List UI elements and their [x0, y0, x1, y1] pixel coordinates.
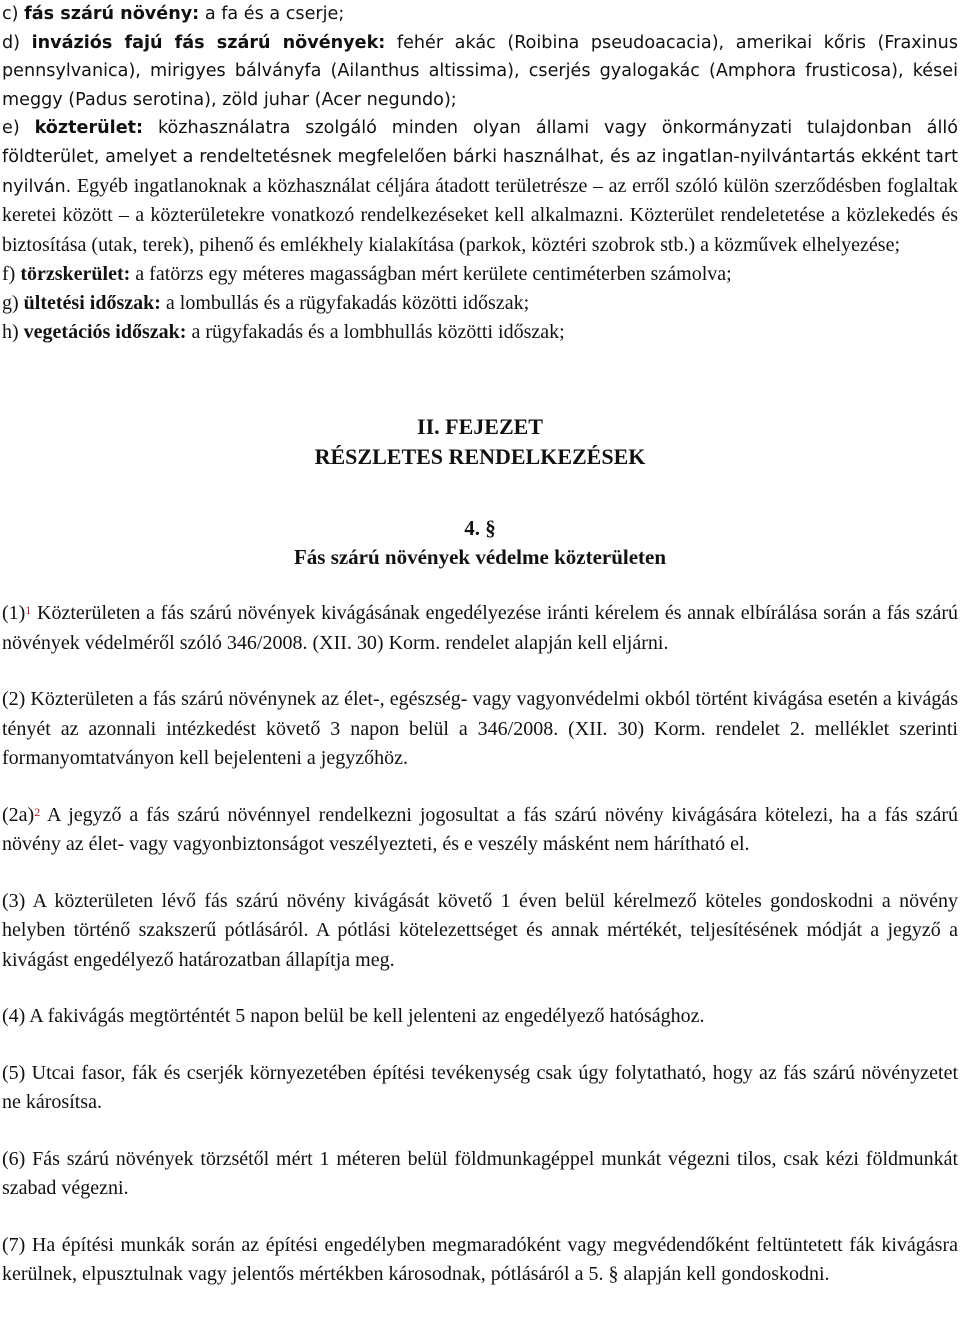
definition-term: vegetációs időszak: — [23, 320, 187, 343]
definitions-list — [2, 0, 958, 346]
paragraph-label: (1) — [2, 602, 26, 625]
paragraph-1 — [2, 599, 958, 658]
paragraph-text: Közterületen a fás szárú növénynek az élet-, egészség- vagy vagyonvédelmi okból történt kivágása esetén a kivágás tényét az azonnali intézkedést követő 3 napon belül a 346/2008. (XII. 30) Korm. rendelet 2. melléklet szerinti formanyomtatványon kell bejelenteni a jegyzőhöz. — [2, 688, 958, 770]
definition-label: c) — [2, 4, 19, 24]
definition-term: inváziós fajú fás szárú növények: — [31, 32, 386, 53]
definition-label: g) — [2, 291, 19, 314]
definition-text-continued: Egyéb ingatlanoknak a közhasználat céljára átadott területrésze – az erről szóló külön szerződésben foglaltak keretei között – a közterületekre vonatkozó rendelkezéseket kell alkalmazni. Közterület rendeletetése a közlekedés és biztosítása (utak, terek), pihenő és emlékhely kialakítása (parkok, köztéri szobrok stb.) a közművek elhelyezése; — [2, 174, 958, 256]
paragraph-text: Fás szárú növények törzsétől mért 1 méteren belül földmunkagéppel munkát végezni tilos, csak kézi földmunkát szabad végezni. — [2, 1147, 958, 1200]
paragraph-label: (4) — [2, 1005, 26, 1028]
paragraph-label: (2a) — [2, 803, 35, 826]
paragraph-text: A fakivágás megtörténtét 5 napon belül be kell jelenteni az engedélyező hatósághoz. — [25, 1005, 705, 1028]
definition-text: a fa és a cserje; — [199, 4, 345, 24]
definition-label: e) — [2, 118, 20, 139]
paragraph-text: Utcai fasor, fák és cserjék környezetében építési tevékenység csak úgy folytatható, hogy az fás szárú növényzetet ne károsítsa. — [2, 1061, 958, 1114]
definition-text: közhasználatra szolgáló minden olyan állami vagy önkormányzati tulajdonban álló földterület, amelyet a rendeltetésnek megfelelően bárki használhat, és az ingatlan-nyilvántartás ekként tart nyilván. — [2, 118, 958, 197]
paragraph-text: A jegyző a fás szárú növénnyel rendelkezni jogosultat a fás szárú növény kivágására kötelezi, ha a fás szárú növény az élet- vagy vagyonbiztonságot veszélyezteti, és e veszély másként nem hárítható el. — [2, 803, 958, 856]
paragraph-2 — [2, 685, 958, 774]
definition-term: ültetési időszak: — [23, 291, 161, 314]
definition-item-c — [2, 0, 958, 29]
paragraph-label: (7) — [2, 1233, 26, 1256]
definition-text: a lombullás és a rügyfakadás közötti időszak; — [160, 291, 530, 314]
definition-item-d — [2, 29, 958, 115]
chapter-heading — [2, 412, 958, 472]
paragraph-text: A közterületen lévő fás szárú növény kivágását követő 1 éven belül kérelmező köteles gondoskodni a növény helyben történő szakszerű pótlásáról. A pótlási kötelezettséget és annak mértékét, teljesítésének módját a jegyző a kivágást engedélyező határozatban állapítja meg. — [2, 889, 958, 971]
paragraph-7 — [2, 1231, 958, 1290]
paragraph-6 — [2, 1145, 958, 1204]
paragraph-4 — [2, 1002, 958, 1032]
definition-item-f — [2, 260, 958, 289]
paragraph-text: Ha építési munkák során az építési engedélyben megmaradóként vagy megvédendőként feltüntetett fák kivágásra kerülnek, elpusztulnak vagy jelentős mértékben károsodnak, pótlásáról a 5. § alapján kell gondoskodni. — [2, 1233, 958, 1286]
definition-term: törzskerület: — [20, 263, 131, 286]
paragraph-label: (2) — [2, 688, 26, 711]
footnote-ref[interactable]: 1 — [25, 603, 32, 618]
paragraph-text: Közterületen a fás szárú növények kivágásának engedélyezése iránti kérelem és annak elbírálása során a fás szárú növények védelméről szóló 346/2008. (XII. 30) Korm. rendelet alapján kell eljárni. — [2, 602, 958, 654]
definition-text: a rügyfakadás és a lombhullás közötti időszak; — [186, 320, 565, 343]
definition-term: fás szárú növény: — [24, 4, 200, 24]
chapter-number: II. FEJEZET — [417, 414, 543, 440]
section-number: 4. § — [464, 516, 496, 541]
paragraph-label: (3) — [2, 889, 26, 912]
definition-label: h) — [2, 320, 19, 343]
paragraph-5 — [2, 1059, 958, 1118]
footnote-ref[interactable]: 2 — [34, 804, 41, 819]
chapter-title: RÉSZLETES RENDELKEZÉSEK — [314, 444, 646, 470]
definition-text: a fatörzs egy méteres magasságban mért kerülete centiméterben számolva; — [130, 263, 732, 286]
definition-term: közterület: — [34, 118, 144, 139]
section-title: Fás szárú növények védelme közterületen — [293, 545, 667, 570]
paragraph-label: (5) — [2, 1061, 26, 1084]
definition-text: fehér akác (Roibina pseudoacacia), amerikai kőris (Fraxinus pennsylvanica), mirigyes bálványfa (Ailanthus altissima), cserjés gyalogakác (Amphora frusticosa), kései meggy (Padus serotina), zöld juhar (Acer negundo); — [2, 32, 958, 110]
paragraph-3 — [2, 887, 958, 976]
section-heading — [2, 514, 958, 572]
definition-label: f) — [2, 263, 16, 286]
definition-label: d) — [2, 32, 21, 53]
definition-item-h — [2, 318, 958, 347]
paragraph-2a — [2, 801, 958, 860]
paragraph-label: (6) — [2, 1147, 26, 1170]
definition-item-g — [2, 289, 958, 318]
definition-item-e — [2, 114, 958, 260]
